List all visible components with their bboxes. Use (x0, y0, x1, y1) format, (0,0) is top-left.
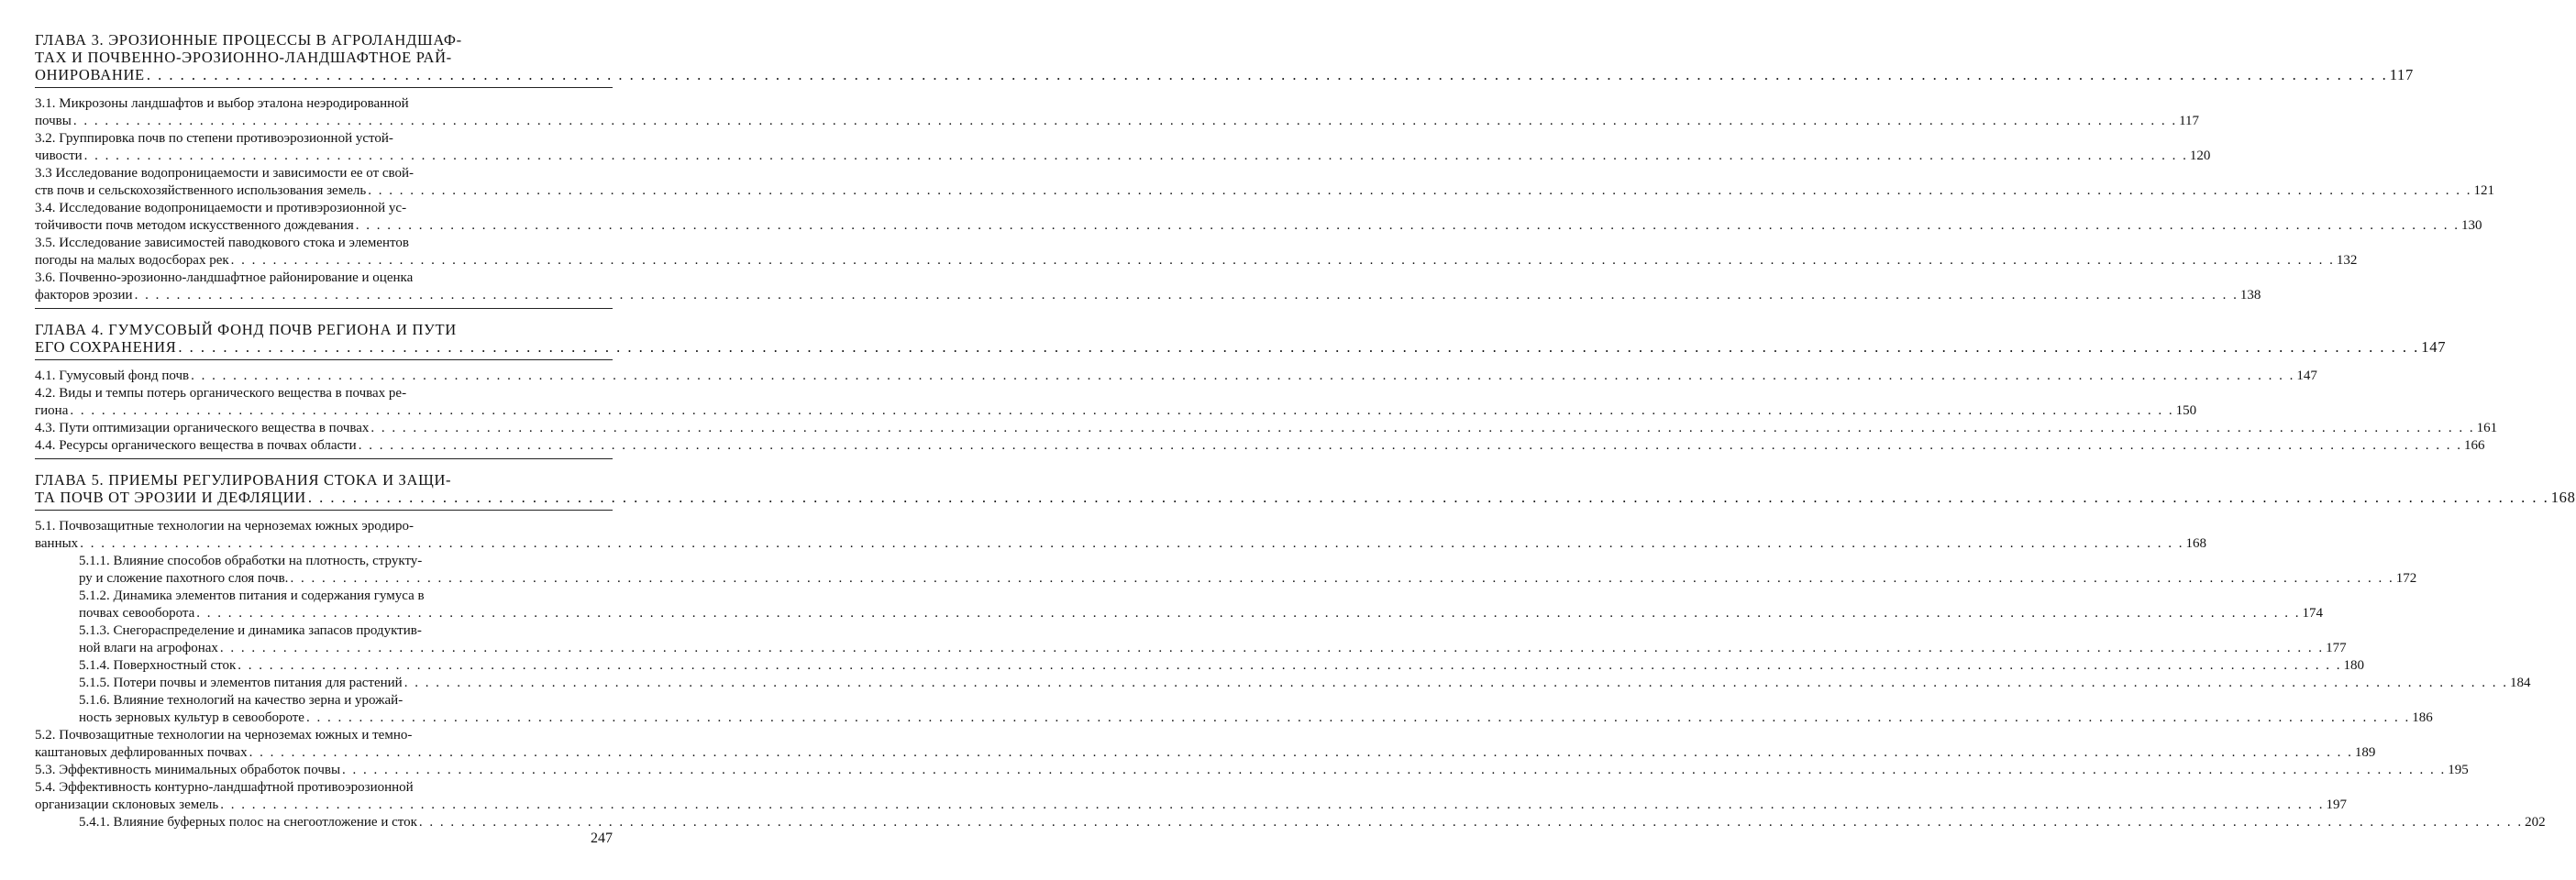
dot-leader: . . . . . . . . . . . . . . . . . . . . . . . . . . . . . . . . . . . . . . . . . . . . . . . . . . . . . . . . . . . . . . . . . . . . . . . . . . . . . . . . . . . . . . . . . . . . . . . . . . . . . . . . . . . . . . . . . . . . . . . . . . . . . . . . . . . . . . . . . . . . . . . . . . . . . . . . . . . . . . . . . . . . . . . . . . . . . . . . . . . . . . . . . . . . . . . . . . . . . . . . (178, 338, 2420, 356)
toc-line: ГЛАВА 3. ЭРОЗИОННЫЕ ПРОЦЕССЫ В АГРОЛАНДШАФ- (35, 31, 462, 49)
toc-line: ной влаги на агрофонах (79, 641, 218, 655)
toc-section (35, 235, 2358, 270)
toc-section (35, 165, 2494, 200)
toc-line-with-page (35, 744, 2376, 762)
dot-leader: . . . . . . . . . . . . . . . . . . . . . . . . . . . . . . . . . . . . . . . . . . . . . . . . . . . . . . . . . . . . . . . . . . . . . . . . . . . . . . . . . . . . . . . . . . . . . . . . . . . . . . . . . . . . . . . . . . . . . . . . . . . . . . . . . . . . . . . . . . . . . . . . . . . . . . . . . . . . . . . . . . . . . . . . . . . . . . . . . . . . . . . . . . . . . . . . . . . . . . . . (342, 763, 2447, 777)
toc-line-with-page (35, 762, 2469, 779)
dot-leader: . . . . . . . . . . . . . . . . . . . . . . . . . . . . . . . . . . . . . . . . . . . . . . . . . . . . . . . . . . . . . . . . . . . . . . . . . . . . . . . . . . . . . . . . . . . . . . . . . . . . . . . . . . . . . . . . . . . . . . . . . . . . . . . . . . . . . . . . . . . . . . . . . . . . . . . . . . . . . . . . . . . . . . . . . . . . . . . . . . . . . . . . . . . . . . . . . . . . . . . . (220, 798, 2325, 812)
toc-page-number: 130 (2461, 218, 2482, 233)
dot-leader: . . . . . . . . . . . . . . . . . . . . . . . . . . . . . . . . . . . . . . . . . . . . . . . . . . . . . . . . . . . . . . . . . . . . . . . . . . . . . . . . . . . . . . . . . . . . . . . . . . . . . . . . . . . . . . . . . . . . . . . . . . . . . . . . . . . . . . . . . . . . . . . . . . . . . . . . . . . . . . . . . . . . . . . . . . . . . . . . . . . . . . . . . . . . . . . . . . . . . . . . (290, 571, 2394, 586)
toc-line-with-page (79, 814, 2546, 831)
toc-subsection (35, 622, 2347, 657)
toc-line: факторов эрозии (35, 288, 133, 302)
toc-line-with-page (79, 657, 2365, 675)
toc-page-number: 166 (2463, 438, 2485, 453)
toc-page-number: 177 (2326, 641, 2347, 655)
toc-line: 5.2. Почвозащитные технологии на черноземах южных и темно- (35, 728, 413, 742)
chapter-divider (35, 458, 613, 459)
toc-line-with-page (35, 489, 2576, 506)
toc-section (35, 130, 2211, 165)
toc-line: ГЛАВА 4. ГУМУСОВЫЙ ФОНД ПОЧВ РЕГИОНА И ПУТИ (35, 321, 457, 338)
toc-line: 5.1. Почвозащитные технологии на черноземах южных эродиро- (35, 519, 414, 534)
toc-line-with-page (35, 437, 2485, 455)
table-of-contents (35, 31, 2576, 831)
dot-leader: . . . . . . . . . . . . . . . . . . . . . . . . . . . . . . . . . . . . . . . . . . . . . . . . . . . . . . . . . . . . . . . . . . . . . . . . . . . . . . . . . . . . . . . . . . . . . . . . . . . . . . . . . . . . . . . . . . . . . . . . . . . . . . . . . . . . . . . . . . . . . . . . . . . . . . . . . . . . . . . . . . . . . . . . . . . . . . . . . . . . . . . . . . . . . . . . . . . . . . . . (191, 368, 2295, 383)
toc-page-number: 168 (2185, 536, 2206, 551)
toc-page-number: 121 (2473, 183, 2494, 198)
toc-line-with-page (79, 570, 2417, 588)
toc-line: ру и сложение пахотного слоя почв. (79, 571, 289, 586)
dot-leader: . . . . . . . . . . . . . . . . . . . . . . . . . . . . . . . . . . . . . . . . . . . . . . . . . . . . . . . . . . . . . . . . . . . . . . . . . . . . . . . . . . . . . . . . . . . . . . . . . . . . . . . . . . . . . . . . . . . . . . . . . . . . . . . . . . . . . . . . . . . . . . . . . . . . . . . . . . . . . . . . . . . . . . . . . . . . . . . . . . . . . . . . . . . . . . . . . . . . . . . . (83, 148, 2188, 163)
toc-line: почвах севооборота (79, 606, 195, 621)
toc-section (35, 727, 2376, 762)
toc-line: 5.1.6. Влияние технологий на качество зерна и урожай- (79, 693, 404, 708)
toc-line: ГЛАВА 5. ПРИЕМЫ РЕГУЛИРОВАНИЯ СТОКА И ЗАЩИ- (35, 471, 452, 489)
toc-line-with-page (35, 287, 2261, 304)
toc-subsection (35, 553, 2417, 588)
toc-page-number: 132 (2336, 253, 2358, 268)
toc-section (35, 762, 2469, 779)
toc-line-with-page (79, 675, 2531, 692)
toc-line-with-page (35, 535, 2206, 553)
toc-line: ТАХ И ПОЧВЕННО-ЭРОЗИОННО-ЛАНДШАФТНОЕ РАЙ- (35, 49, 452, 66)
toc-line: 5.3. Эффективность минимальных обработок почвы (35, 763, 341, 777)
toc-line: 3.1. Микрозоны ландшафтов и выбор эталона неэродированной (35, 96, 409, 111)
page-number: 247 (591, 830, 613, 846)
toc-line: 5.4. Эффективность контурно-ландшафтной противоэрозионной (35, 780, 414, 795)
toc-section (35, 200, 2482, 235)
toc-page-number: 120 (2189, 148, 2211, 163)
toc-line-with-page (35, 148, 2211, 165)
toc-line: каштановых дефлированных почвах (35, 745, 248, 760)
dot-leader: . . . . . . . . . . . . . . . . . . . . . . . . . . . . . . . . . . . . . . . . . . . . . . . . . . . . . . . . . . . . . . . . . . . . . . . . . . . . . . . . . . . . . . . . . . . . . . . . . . . . . . . . . . . . . . . . . . . . . . . . . . . . . . . . . . . . . . . . . . . . . . . . . . . . . . . . . . . . . . . . . . . . . . . . . . . . . . . . . . . . . . . . . . . . . . . . . . . . . . . . (134, 288, 2239, 302)
chapter-underline (35, 359, 613, 360)
toc-line-with-page (35, 113, 2200, 130)
toc-line-with-page (35, 182, 2494, 200)
toc-line: 5.1.5. Потери почвы и элементов питания для растений (79, 676, 403, 690)
toc-page-number: 197 (2326, 798, 2347, 812)
toc-line-with-page (79, 710, 2433, 727)
toc-line: 3.6. Почвенно-эрозионно-ландшафтное районирование и оценка (35, 270, 414, 285)
toc-line-with-page (35, 217, 2482, 235)
dot-leader: . . . . . . . . . . . . . . . . . . . . . . . . . . . . . . . . . . . . . . . . . . . . . . . . . . . . . . . . . . . . . . . . . . . . . . . . . . . . . . . . . . . . . . . . . . . . . . . . . . . . . . . . . . . . . . . . . . . . . . . . . . . . . . . . . . . . . . . . . . . . . . . . . . . . . . . . . . . . . . . . . . . . . . . . . . . . . . . . . . . . . . . . . . . . . . . . . . . . . . . . (249, 745, 2353, 760)
dot-leader: . . . . . . . . . . . . . . . . . . . . . . . . . . . . . . . . . . . . . . . . . . . . . . . . . . . . . . . . . . . . . . . . . . . . . . . . . . . . . . . . . . . . . . . . . . . . . . . . . . . . . . . . . . . . . . . . . . . . . . . . . . . . . . . . . . . . . . . . . . . . . . . . . . . . . . . . . . . . . . . . . . . . . . . . . . . . . . . . . . . . . . . . . . . . . . . . . . . . . . . . (70, 403, 2174, 418)
toc-line: организации склоновых земель (35, 798, 219, 812)
toc-line: 5.4.1. Влияние буферных полос на снегоотложение и сток (79, 815, 417, 830)
toc-chapter (35, 471, 2576, 506)
toc-line: ность зерновых культур в севообороте (79, 710, 304, 725)
toc-line: 5.1.4. Поверхностный сток (79, 658, 237, 673)
toc-line: 3.3 Исследование водопроницаемости и зависимости ее от свой- (35, 166, 415, 181)
chapter-underline (35, 510, 613, 511)
toc-line-with-page (79, 640, 2347, 657)
toc-page-number: 174 (2302, 606, 2324, 621)
toc-subsection (35, 675, 2531, 692)
dot-leader: . . . . . . . . . . . . . . . . . . . . . . . . . . . . . . . . . . . . . . . . . . . . . . . . . . . . . . . . . . . . . . . . . . . . . . . . . . . . . . . . . . . . . . . . . . . . . . . . . . . . . . . . . . . . . . . . . . . . . . . . . . . . . . . . . . . . . . . . . . . . . . . . . . . . . . . . . . . . . . . . . . . . . . . . . . . . . . . . . . . . . . . . . . . . . . . . . . . . . . . . (80, 536, 2184, 551)
toc-line-with-page (79, 605, 2324, 622)
toc-page-number: 202 (2525, 815, 2546, 830)
dot-leader: . . . . . . . . . . . . . . . . . . . . . . . . . . . . . . . . . . . . . . . . . . . . . . . . . . . . . . . . . . . . . . . . . . . . . . . . . . . . . . . . . . . . . . . . . . . . . . . . . . . . . . . . . . . . . . . . . . . . . . . . . . . . . . . . . . . . . . . . . . . . . . . . . . . . . . . . . . . . . . . . . . . . . . . . . . . . . . . . . . . . . . . . . . . . . . . . . . . . . . . . (219, 641, 2325, 655)
chapter-underline (35, 87, 613, 88)
dot-leader: . . . . . . . . . . . . . . . . . . . . . . . . . . . . . . . . . . . . . . . . . . . . . . . . . . . . . . . . . . . . . . . . . . . . . . . . . . . . . . . . . . . . . . . . . . . . . . . . . . . . . . . . . . . . . . . . . . . . . . . . . . . . . . . . . . . . . . . . . . . . . . . . . . . . . . . . . . . . . . . . . . . . . . . . . . . . . . . . . . . . . . . . . . . . . . . . . . . . . . . . (146, 66, 2388, 83)
toc-line-with-page (35, 252, 2358, 270)
toc-line: 3.2. Группировка почв по степени противоэрозионной устой- (35, 131, 393, 146)
toc-line: 5.1.2. Динамика элементов питания и содержания гумуса в (79, 588, 425, 603)
toc-line: ТА ПОЧВ ОТ ЭРОЗИИ И ДЕФЛЯЦИИ (35, 489, 306, 506)
dot-leader: . . . . . . . . . . . . . . . . . . . . . . . . . . . . . . . . . . . . . . . . . . . . . . . . . . . . . . . . . . . . . . . . . . . . . . . . . . . . . . . . . . . . . . . . . . . . . . . . . . . . . . . . . . . . . . . . . . . . . . . . . . . . . . . . . . . . . . . . . . . . . . . . . . . . . . . . . . . . . . . . . . . . . . . . . . . . . . . . . . . . . . . . . . . . . . . . . . . . . . . . (355, 218, 2460, 233)
toc-section (35, 420, 2498, 437)
toc-section (35, 95, 2200, 130)
toc-line-with-page (35, 420, 2498, 437)
toc-line-with-page (35, 338, 2447, 356)
toc-chapter (35, 31, 2414, 83)
dot-leader: . . . . . . . . . . . . . . . . . . . . . . . . . . . . . . . . . . . . . . . . . . . . . . . . . . . . . . . . . . . . . . . . . . . . . . . . . . . . . . . . . . . . . . . . . . . . . . . . . . . . . . . . . . . . . . . . . . . . . . . . . . . . . . . . . . . . . . . . . . . . . . . . . . . . . . . . . . . . . . . . . . . . . . . . . . . . . . . . . . . . . . . . . . . . . . . . . . . . . . . . (358, 438, 2462, 453)
toc-subsection (35, 814, 2546, 831)
toc-line: 4.2. Виды и темпы потерь органического вещества в почвах ре- (35, 386, 407, 401)
toc-line-with-page (35, 368, 2317, 385)
dot-leader: . . . . . . . . . . . . . . . . . . . . . . . . . . . . . . . . . . . . . . . . . . . . . . . . . . . . . . . . . . . . . . . . . . . . . . . . . . . . . . . . . . . . . . . . . . . . . . . . . . . . . . . . . . . . . . . . . . . . . . . . . . . . . . . . . . . . . . . . . . . . . . . . . . . . . . . . . . . . . . . . . . . . . . . . . . . . . . . . . . . . . . . . . . . . . . . . . . . . . . . . (404, 676, 2508, 690)
toc-line: 3.4. Исследование водопроницаемости и противэрозионной ус- (35, 201, 407, 215)
chapter-divider (35, 308, 613, 309)
toc-subsection (35, 692, 2433, 727)
toc-chapter (35, 321, 2447, 356)
toc-page-number: 150 (2175, 403, 2197, 418)
toc-section (35, 779, 2347, 814)
toc-page-number: 117 (2179, 114, 2200, 128)
toc-line: 4.4. Ресурсы органического вещества в почвах области (35, 438, 357, 453)
dot-leader: . . . . . . . . . . . . . . . . . . . . . . . . . . . . . . . . . . . . . . . . . . . . . . . . . . . . . . . . . . . . . . . . . . . . . . . . . . . . . . . . . . . . . . . . . . . . . . . . . . . . . . . . . . . . . . . . . . . . . . . . . . . . . . . . . . . . . . . . . . . . . . . . . . . . . . . . . . . . . . . . . . . . . . . . . . . . . . . . . . . . . . . . . . . . . . . . . . . . . . . . (238, 658, 2342, 673)
toc-page-number: 147 (2421, 338, 2447, 356)
dot-leader: . . . . . . . . . . . . . . . . . . . . . . . . . . . . . . . . . . . . . . . . . . . . . . . . . . . . . . . . . . . . . . . . . . . . . . . . . . . . . . . . . . . . . . . . . . . . . . . . . . . . . . . . . . . . . . . . . . . . . . . . . . . . . . . . . . . . . . . . . . . . . . . . . . . . . . . . . . . . . . . . . . . . . . . . . . . . . . . . . . . . . . . . . . . . . . . . . . . . . . . . (307, 489, 2549, 506)
dot-leader: . . . . . . . . . . . . . . . . . . . . . . . . . . . . . . . . . . . . . . . . . . . . . . . . . . . . . . . . . . . . . . . . . . . . . . . . . . . . . . . . . . . . . . . . . . . . . . . . . . . . . . . . . . . . . . . . . . . . . . . . . . . . . . . . . . . . . . . . . . . . . . . . . . . . . . . . . . . . . . . . . . . . . . . . . . . . . . . . . . . . . . . . . . . . . . . . . . . . . . . . (230, 253, 2335, 268)
toc-line: 4.3. Пути оптимизации органического вещества в почвах (35, 421, 370, 435)
toc-page-number: 184 (2509, 676, 2531, 690)
toc-line-with-page (35, 797, 2347, 814)
dot-leader: . . . . . . . . . . . . . . . . . . . . . . . . . . . . . . . . . . . . . . . . . . . . . . . . . . . . . . . . . . . . . . . . . . . . . . . . . . . . . . . . . . . . . . . . . . . . . . . . . . . . . . . . . . . . . . . . . . . . . . . . . . . . . . . . . . . . . . . . . . . . . . . . . . . . . . . . . . . . . . . . . . . . . . . . . . . . . . . . . . . . . . . . . . . . . . . . . . . . . . . . (370, 421, 2475, 435)
toc-line: чивости (35, 148, 83, 163)
toc-page-number: 117 (2389, 66, 2414, 83)
toc-page-number: 168 (2550, 489, 2576, 506)
toc-line: 5.1.3. Снегораспределение и динамика запасов продуктив- (79, 623, 422, 638)
toc-line: погоды на малых водосборах рек (35, 253, 229, 268)
toc-line-with-page (35, 402, 2197, 420)
dot-leader: . . . . . . . . . . . . . . . . . . . . . . . . . . . . . . . . . . . . . . . . . . . . . . . . . . . . . . . . . . . . . . . . . . . . . . . . . . . . . . . . . . . . . . . . . . . . . . . . . . . . . . . . . . . . . . . . . . . . . . . . . . . . . . . . . . . . . . . . . . . . . . . . . . . . . . . . . . . . . . . . . . . . . . . . . . . . . . . . . . . . . . . . . . . . . . . . . . . . . . . . (418, 815, 2524, 830)
toc-line: почвы (35, 114, 72, 128)
toc-line: 3.5. Исследование зависимостей паводкового стока и элементов (35, 236, 409, 250)
toc-subsection (35, 657, 2365, 675)
toc-line: 4.1. Гумусовый фонд почв (35, 368, 190, 383)
toc-page-number: 161 (2476, 421, 2498, 435)
dot-leader: . . . . . . . . . . . . . . . . . . . . . . . . . . . . . . . . . . . . . . . . . . . . . . . . . . . . . . . . . . . . . . . . . . . . . . . . . . . . . . . . . . . . . . . . . . . . . . . . . . . . . . . . . . . . . . . . . . . . . . . . . . . . . . . . . . . . . . . . . . . . . . . . . . . . . . . . . . . . . . . . . . . . . . . . . . . . . . . . . . . . . . . . . . . . . . . . . . . . . . . . (196, 606, 2301, 621)
toc-line: тойчивости почв методом искусственного дождевания (35, 218, 354, 233)
toc-section (35, 518, 2206, 553)
toc-line: ств почв и сельскохозяйственного использования земель (35, 183, 367, 198)
toc-section (35, 385, 2197, 420)
toc-line: ОНИРОВАНИЕ (35, 66, 145, 83)
toc-page-number: 147 (2296, 368, 2317, 383)
toc-page-number: 138 (2239, 288, 2261, 302)
toc-line: ванных (35, 536, 79, 551)
toc-section (35, 270, 2261, 304)
toc-page-number: 189 (2354, 745, 2376, 760)
toc-line: гиона (35, 403, 69, 418)
toc-page-number: 195 (2448, 763, 2469, 777)
dot-leader: . . . . . . . . . . . . . . . . . . . . . . . . . . . . . . . . . . . . . . . . . . . . . . . . . . . . . . . . . . . . . . . . . . . . . . . . . . . . . . . . . . . . . . . . . . . . . . . . . . . . . . . . . . . . . . . . . . . . . . . . . . . . . . . . . . . . . . . . . . . . . . . . . . . . . . . . . . . . . . . . . . . . . . . . . . . . . . . . . . . . . . . . . . . . . . . . . . . . . . . . (72, 114, 2178, 128)
toc-section (35, 437, 2485, 455)
toc-line: ЕГО СОХРАНЕНИЯ (35, 338, 177, 356)
toc-section (35, 368, 2317, 385)
toc-page-number: 180 (2343, 658, 2365, 673)
toc-line-with-page (35, 66, 2414, 83)
toc-line: 5.1.1. Влияние способов обработки на плотность, структу- (79, 554, 423, 568)
toc-subsection (35, 588, 2324, 622)
toc-page-number: 186 (2412, 710, 2433, 725)
toc-page-number: 172 (2395, 571, 2417, 586)
dot-leader: . . . . . . . . . . . . . . . . . . . . . . . . . . . . . . . . . . . . . . . . . . . . . . . . . . . . . . . . . . . . . . . . . . . . . . . . . . . . . . . . . . . . . . . . . . . . . . . . . . . . . . . . . . . . . . . . . . . . . . . . . . . . . . . . . . . . . . . . . . . . . . . . . . . . . . . . . . . . . . . . . . . . . . . . . . . . . . . . . . . . . . . . . . . . . . . . . . . . . . . . (368, 183, 2472, 198)
dot-leader: . . . . . . . . . . . . . . . . . . . . . . . . . . . . . . . . . . . . . . . . . . . . . . . . . . . . . . . . . . . . . . . . . . . . . . . . . . . . . . . . . . . . . . . . . . . . . . . . . . . . . . . . . . . . . . . . . . . . . . . . . . . . . . . . . . . . . . . . . . . . . . . . . . . . . . . . . . . . . . . . . . . . . . . . . . . . . . . . . . . . . . . . . . . . . . . . . . . . . . . . (305, 710, 2411, 725)
